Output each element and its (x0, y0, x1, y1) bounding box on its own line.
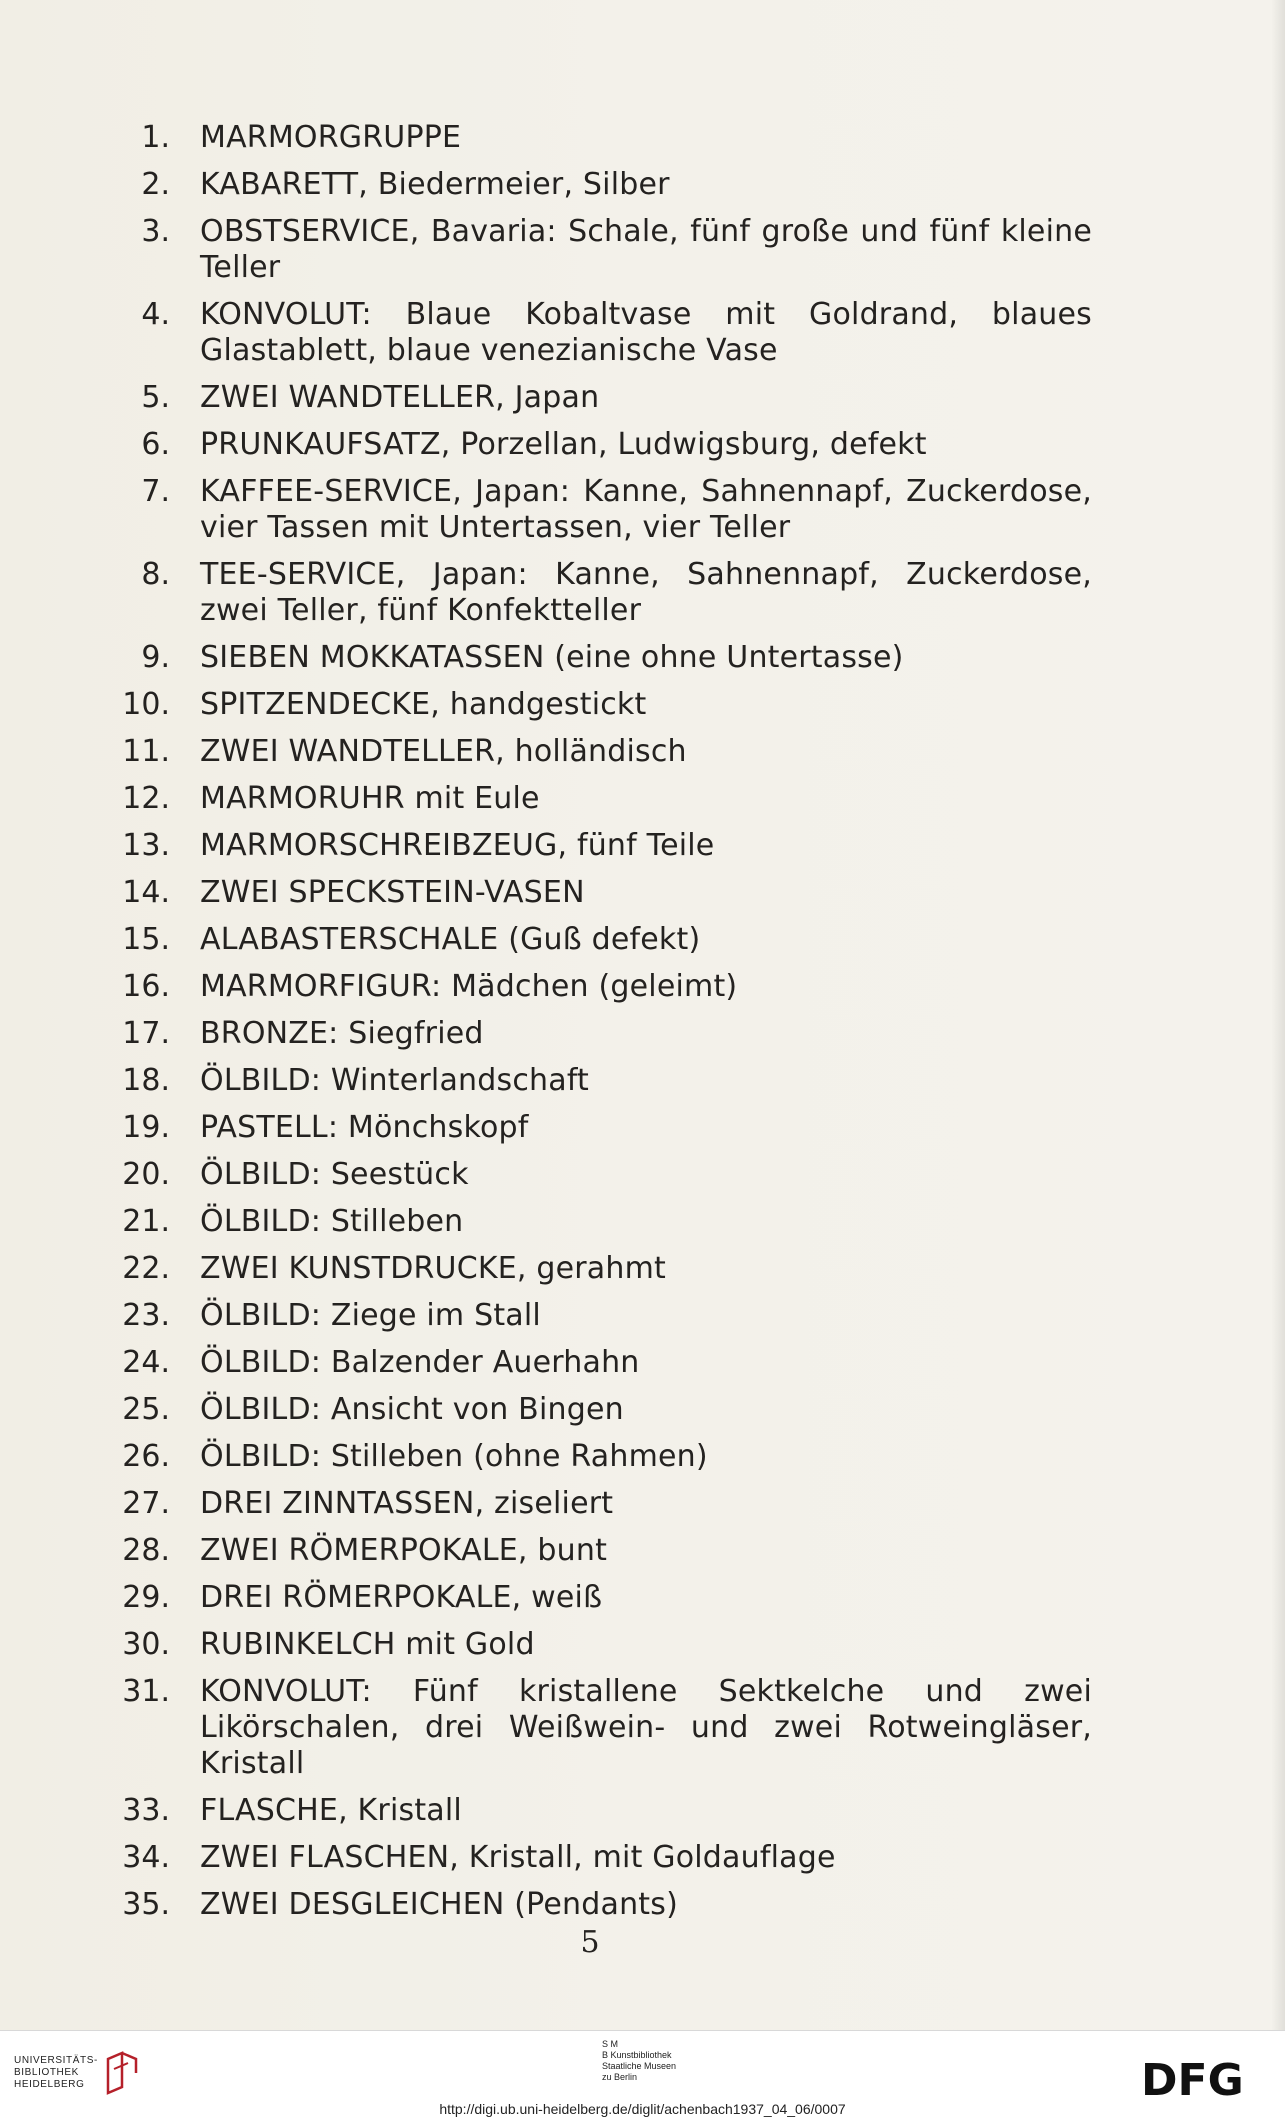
stamp-line: Staatliche Museen (602, 2061, 677, 2071)
item-number: 35. (122, 1887, 170, 1922)
item-description: ZWEI FLASCHEN, Kristall, mit Goldauflage (200, 1840, 836, 1875)
item-number: 15. (122, 922, 170, 957)
item-description: ZWEI KUNSTDRUCKE, gerahmt (200, 1251, 666, 1286)
list-item (0, 1887, 1285, 1923)
item-number: 21. (122, 1204, 170, 1239)
list-item (0, 1439, 1285, 1475)
item-number: 11. (122, 734, 170, 769)
item-number: 24. (122, 1345, 170, 1380)
item-number: 17. (122, 1016, 170, 1051)
item-number: 6. (141, 427, 170, 462)
item-description: ZWEI WANDTELLER, Japan (200, 380, 600, 415)
list-item (0, 1157, 1285, 1193)
list-item (0, 1674, 1285, 1782)
list-item (0, 214, 1285, 286)
item-description: ZWEI WANDTELLER, holländisch (200, 734, 687, 769)
museum-stamp (602, 2039, 676, 2083)
list-item (0, 557, 1285, 629)
dfg-logo-text: DFG (1141, 2059, 1244, 2099)
stamp-line: zu Berlin (602, 2072, 638, 2082)
item-description: MARMORGRUPPE (200, 120, 462, 155)
item-number: 33. (122, 1793, 170, 1828)
list-item (0, 687, 1285, 723)
list-item (0, 875, 1285, 911)
list-item (0, 640, 1285, 676)
item-number: 22. (122, 1251, 170, 1286)
auction-item-list (0, 120, 1285, 1934)
list-item (0, 1204, 1285, 1240)
list-item (0, 1345, 1285, 1381)
item-number: 5. (141, 380, 170, 415)
item-description: ÖLBILD: Ziege im Stall (200, 1298, 541, 1333)
item-description: BRONZE: Siegfried (200, 1016, 484, 1051)
item-description: SPITZENDECKE, handgestickt (200, 687, 647, 722)
list-item (0, 427, 1285, 463)
item-number: 8. (141, 557, 170, 592)
list-item (0, 1840, 1285, 1876)
page-number: 5 (580, 1925, 600, 1960)
list-item (0, 828, 1285, 864)
item-description: ÖLBILD: Balzender Auerhahn (200, 1345, 640, 1380)
list-item (0, 969, 1285, 1005)
item-number: 10. (122, 687, 170, 722)
item-number: 1. (141, 120, 170, 155)
item-number: 20. (122, 1157, 170, 1192)
library-name-line: UNIVERSITÄTS- (14, 2055, 98, 2066)
item-description: PRUNKAUFSATZ, Porzellan, Ludwigsburg, defekt (200, 427, 927, 462)
item-description: ALABASTERSCHALE (Guß defekt) (200, 922, 701, 957)
list-item (0, 781, 1285, 817)
list-item (0, 297, 1285, 369)
library-emblem-icon (102, 2049, 142, 2097)
item-description: KONVOLUT: Blaue Kobaltvase mit Goldrand, blaues Glastablett, blaue venezianische Vase (200, 297, 1092, 368)
list-item (0, 1392, 1285, 1428)
item-description: ZWEI RÖMERPOKALE, bunt (200, 1533, 608, 1568)
item-description: RUBINKELCH mit Gold (200, 1627, 535, 1662)
library-name (14, 2055, 98, 2091)
item-number: 3. (141, 214, 170, 249)
item-description: KABARETT, Biedermeier, Silber (200, 167, 670, 202)
item-number: 7. (141, 474, 170, 509)
list-item (0, 1627, 1285, 1663)
item-number: 34. (122, 1840, 170, 1875)
item-description: ÖLBILD: Stilleben (ohne Rahmen) (200, 1439, 708, 1474)
item-description: DREI ZINNTASSEN, ziseliert (200, 1486, 614, 1521)
list-item (0, 1580, 1285, 1616)
stamp-line: B Kunstbibliothek (602, 2050, 672, 2060)
list-item (0, 1016, 1285, 1052)
item-description: ÖLBILD: Stilleben (200, 1204, 464, 1239)
list-item (0, 922, 1285, 958)
item-description: SIEBEN MOKKATASSEN (eine ohne Untertasse) (200, 640, 904, 675)
stamp-line: S M (602, 2039, 619, 2049)
item-description: ÖLBILD: Winterlandschaft (200, 1063, 590, 1098)
item-number: 18. (122, 1063, 170, 1098)
library-name-line: BIBLIOTHEK (14, 2067, 79, 2078)
viewer-footer (0, 2030, 1285, 2119)
item-description: MARMORSCHREIBZEUG, fünf Teile (200, 828, 715, 863)
library-logo[interactable] (14, 2049, 142, 2097)
item-number: 19. (122, 1110, 170, 1145)
item-number: 28. (122, 1533, 170, 1568)
item-number: 29. (122, 1580, 170, 1615)
item-number: 26. (122, 1439, 170, 1474)
library-name-line: HEIDELBERG (14, 2079, 85, 2090)
dfg-logo[interactable] (1141, 2059, 1271, 2099)
item-description: KAFFEE-SERVICE, Japan: Kanne, Sahnennapf, Zuckerdose, vier Tassen mit Untertassen, vier Teller (200, 474, 1092, 545)
item-number: 2. (141, 167, 170, 202)
item-description: TEE-SERVICE, Japan: Kanne, Sahnennapf, Zuckerdose, zwei Teller, fünf Konfektteller (200, 557, 1092, 628)
item-number: 30. (122, 1627, 170, 1662)
item-number: 4. (141, 297, 170, 332)
list-item (0, 167, 1285, 203)
item-description: ZWEI DESGLEICHEN (Pendants) (200, 1887, 678, 1922)
item-number: 9. (141, 640, 170, 675)
list-item (0, 734, 1285, 770)
item-number: 25. (122, 1392, 170, 1427)
list-item (0, 1533, 1285, 1569)
item-description: MARMORUHR mit Eule (200, 781, 540, 816)
page-url-link[interactable]: http://digi.ub.uni-heidelberg.de/diglit/achenbach1937_04_06/0007 (439, 2101, 846, 2117)
list-item (0, 1486, 1285, 1522)
item-description: DREI RÖMERPOKALE, weiß (200, 1580, 603, 1615)
item-number: 27. (122, 1486, 170, 1521)
item-description: ÖLBILD: Ansicht von Bingen (200, 1392, 624, 1427)
list-item (0, 1793, 1285, 1829)
item-number: 31. (122, 1674, 170, 1709)
item-number: 16. (122, 969, 170, 1004)
list-item (0, 1063, 1285, 1099)
list-item (0, 1298, 1285, 1334)
item-number: 12. (122, 781, 170, 816)
item-number: 14. (122, 875, 170, 910)
list-item (0, 1110, 1285, 1146)
item-description: ZWEI SPECKSTEIN-VASEN (200, 875, 585, 910)
item-number: 23. (122, 1298, 170, 1333)
list-item (0, 380, 1285, 416)
item-description: PASTELL: Mönchskopf (200, 1110, 529, 1145)
item-description: FLASCHE, Kristall (200, 1793, 462, 1828)
item-description: OBSTSERVICE, Bavaria: Schale, fünf große und fünf kleine Teller (200, 214, 1092, 285)
list-item (0, 1251, 1285, 1287)
item-description: ÖLBILD: Seestück (200, 1157, 469, 1192)
list-item (0, 120, 1285, 156)
item-number: 13. (122, 828, 170, 863)
item-description: KONVOLUT: Fünf kristallene Sektkelche und zwei Likörschalen, drei Weißwein- und zwei Rotweingläser, Kristall (200, 1674, 1092, 1781)
item-description: MARMORFIGUR: Mädchen (geleimt) (200, 969, 738, 1004)
list-item (0, 474, 1285, 546)
